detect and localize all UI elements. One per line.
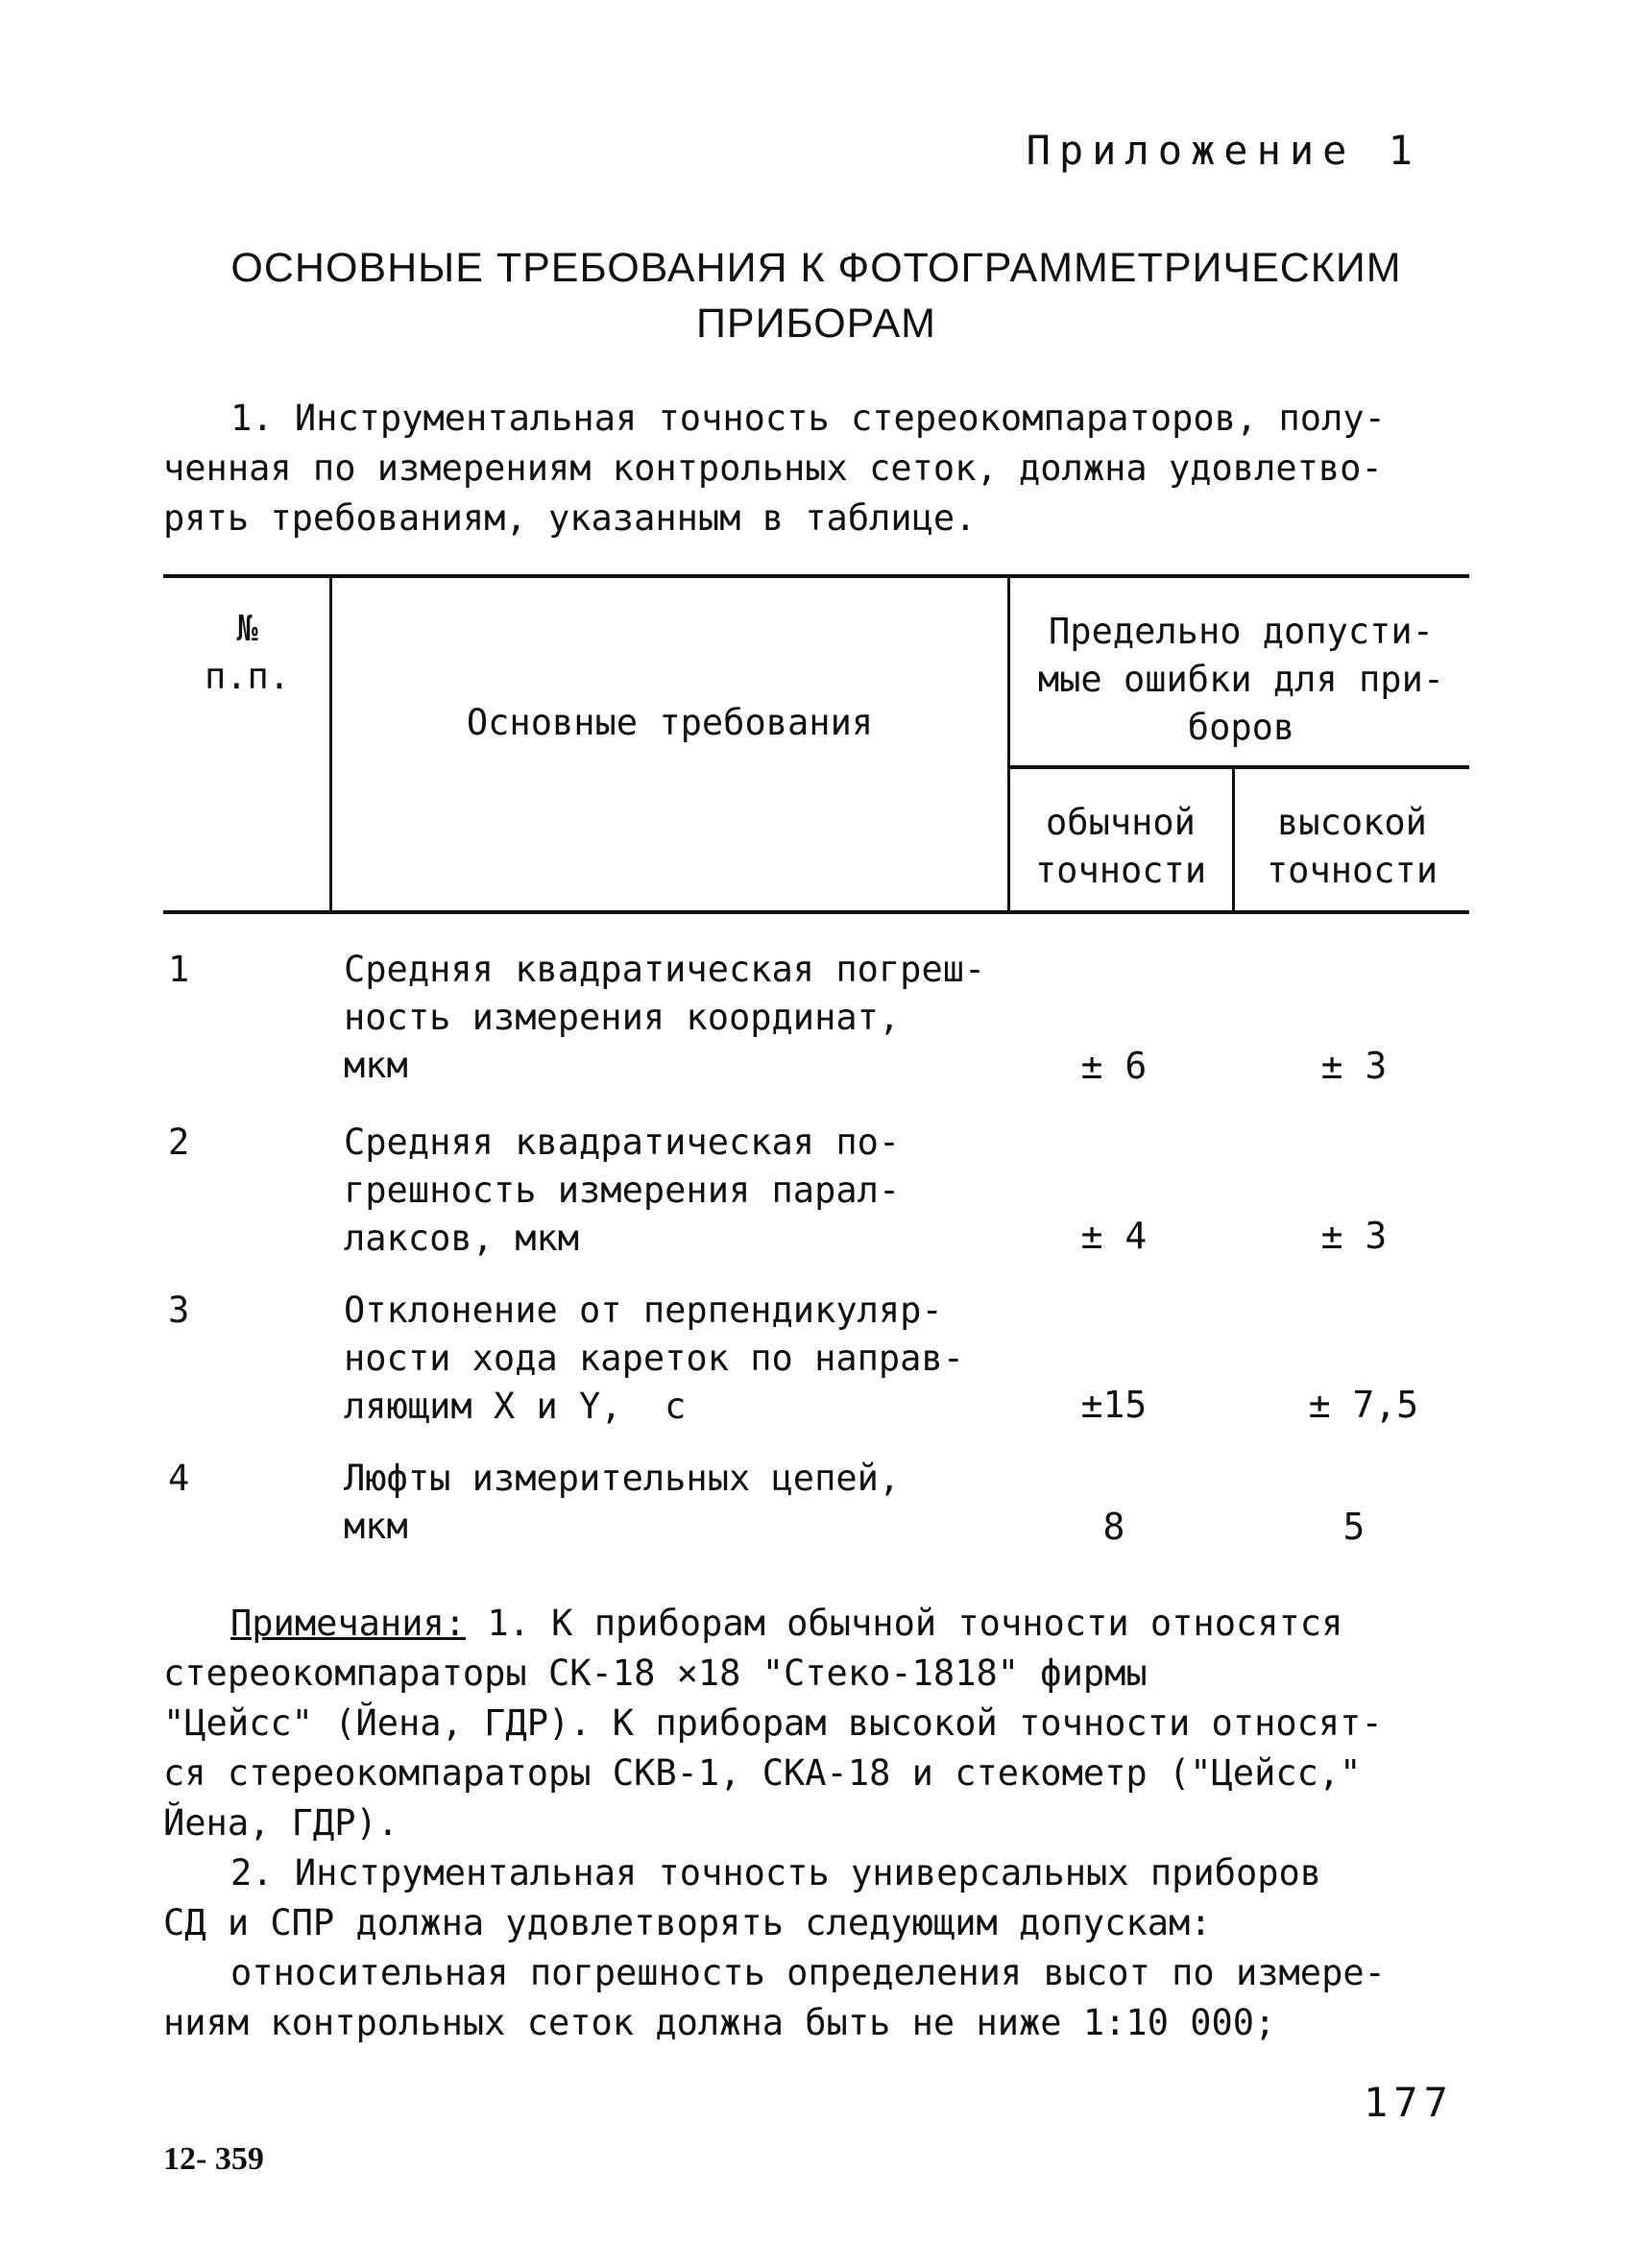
intro-line-2: ченная по измерениям контрольных сеток, должна удовлетво-	[163, 447, 1383, 489]
notes-line-2: стереокомпараторы СК-18 ×18 "Стеко-1818" фирмы	[163, 1653, 1148, 1694]
page-title	[154, 240, 1479, 351]
notes-item-3-line-2: ниям контрольных сеток должна быть не ниже 1:10 000;	[163, 2002, 1276, 2043]
row-2-high: ± 3	[1320, 1215, 1388, 1257]
row-1-text: Средняя квадратическая погреш- ность измерения координат, мкм	[344, 949, 986, 1086]
row-4-num: 4	[168, 1458, 190, 1499]
row-1-num: 1	[168, 949, 190, 990]
page-number: 177	[1364, 2079, 1454, 2126]
table-subheader-rule	[1008, 765, 1469, 769]
header-requirements: Основные требования	[466, 702, 874, 743]
intro-paragraph	[163, 394, 1484, 543]
notes-line-4: ся стереокомпараторы СКВ-1, СКА-18 и стекометр ("Цейсс,"	[163, 1752, 1362, 1794]
intro-line-1: 1. Инструментальная точность стереокомпараторов, полу-	[230, 398, 1386, 439]
header-num: № п.п.	[204, 608, 291, 697]
table-col-divider-3	[1232, 765, 1235, 912]
notes-line-3: "Цейсс" (Йена, ГДР). К приборам высокой точности относят-	[163, 1702, 1383, 1744]
row-2-num: 2	[168, 1122, 190, 1163]
row-4-text: Люфты измерительных цепей, мкм	[344, 1458, 901, 1547]
notes-line-5: Йена, ГДР).	[163, 1802, 399, 1844]
row-4-ordinary: 8	[1102, 1506, 1125, 1548]
row-3-ordinary: ±15	[1080, 1384, 1148, 1426]
notes-label: Примечания:	[230, 1603, 467, 1644]
row-3-text: Отклонение от перпендикуляр- ности хода кареток по направ- ляющим X и Y, с	[344, 1290, 965, 1427]
table-col-divider-1	[329, 574, 332, 912]
row-2-ordinary: ± 4	[1080, 1215, 1148, 1257]
title-line-1: ОСНОВНЫЕ ТРЕБОВАНИЯ К ФОТОГРАММЕТРИЧЕСКИМ	[230, 245, 1402, 291]
row-1-high: ± 3	[1320, 1045, 1388, 1087]
table-top-rule	[163, 574, 1469, 578]
notes-item-3-line-1: относительная погрешность определения высот по измере-	[230, 1952, 1386, 1993]
intro-line-3: рять требованиям, указанным в таблице.	[163, 497, 977, 539]
table-header-bottom-rule	[163, 910, 1469, 914]
row-2-text: Средняя квадратическая по- грешность измерения парал- лаксов, мкм	[344, 1122, 901, 1259]
printer-signature: 12- 359	[163, 2141, 264, 2177]
row-3-high: ± 7,5	[1308, 1384, 1419, 1426]
header-limits: Предельно допусти- мые ошибки для при- боров	[1037, 611, 1445, 748]
notes-item-2-line-2: СД и СПР должна удовлетворять следующим допускам:	[163, 1902, 1212, 1943]
header-high: высокой точности	[1266, 802, 1438, 891]
notes-paragraph	[163, 1599, 1484, 2048]
appendix-label: Приложение 1	[1026, 127, 1421, 174]
row-4-high: 5	[1342, 1506, 1366, 1548]
header-ordinary: обычной точности	[1034, 802, 1207, 891]
row-1-ordinary: ± 6	[1080, 1045, 1148, 1087]
notes-line-1: Примечания: 1. К приборам обычной точности относятся	[230, 1603, 1343, 1644]
notes-item-2-line-1: 2. Инструментальная точность универсальных приборов	[230, 1852, 1322, 1894]
row-3-num: 3	[168, 1290, 190, 1331]
title-line-2: ПРИБОРАМ	[696, 301, 936, 347]
